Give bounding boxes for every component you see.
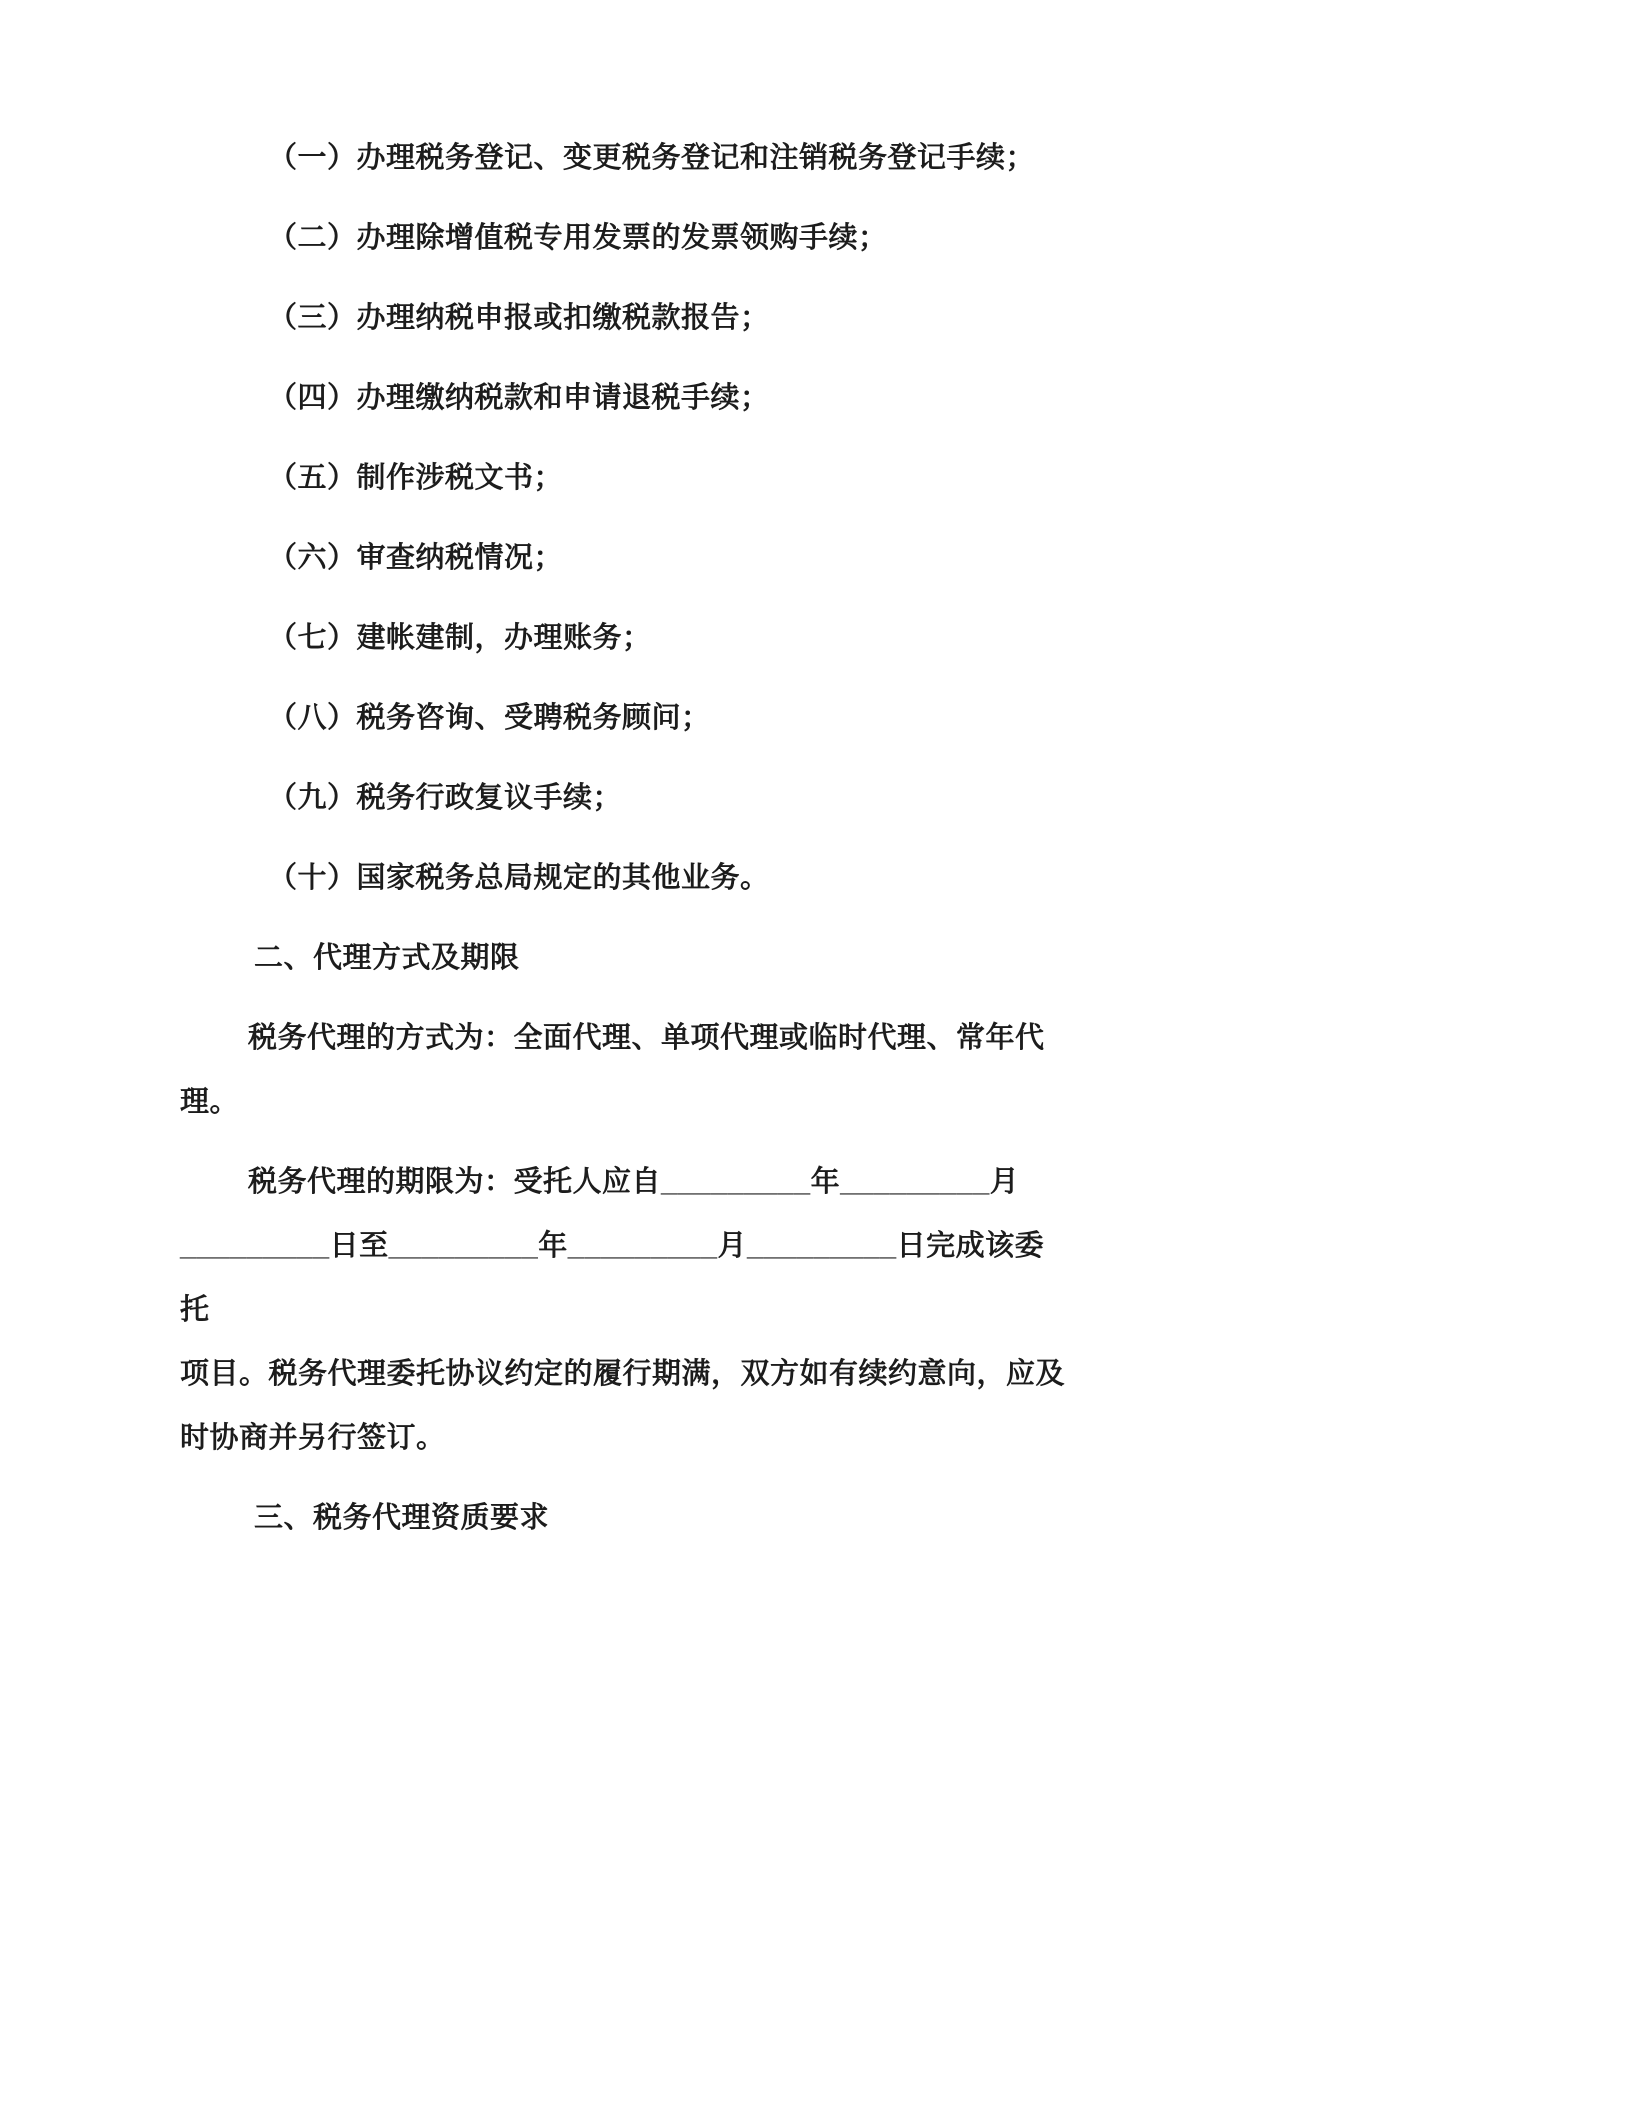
section-heading-agency-method-term: 二、代理方式及期限 [254, 942, 520, 974]
list-item-6: （六）审查纳税情况； [268, 542, 564, 574]
list-item-3: （三）办理纳税申报或扣缴税款报告； [268, 302, 770, 334]
list-item-8: （八）税务咨询、受聘税务顾问； [268, 702, 711, 734]
section-heading-agency-qualification: 三、税务代理资质要求 [254, 1502, 550, 1534]
list-item-7: （七）建帐建制，办理账务； [268, 622, 652, 654]
list-item-10: （十）国家税务总局规定的其他业务。 [268, 862, 770, 894]
paragraph-agency-term [180, 1150, 1066, 1470]
list-item-4: （四）办理缴纳税款和申请退税手续； [268, 382, 770, 414]
paragraph-agency-term-line-3: 项目。税务代理委托协议约定的履行期满，双方如有续约意向，应及 [180, 1358, 1066, 1390]
list-item-9: （九）税务行政复议手续； [268, 782, 623, 814]
paragraph-agency-method: 税务代理的方式为：全面代理、单项代理或临时代理、常年代理。 [180, 1022, 1045, 1118]
list-item-2: （二）办理除增值税专用发票的发票领购手续； [268, 222, 888, 254]
paragraph-agency-term-line-2: _________日至_________年_________月_________日完成该委托 [180, 1230, 1045, 1326]
document-content [180, 126, 1066, 1566]
list-item-5: （五）制作涉税文书； [268, 462, 564, 494]
paragraph-agency-term-line-4: 时协商并另行签订。 [180, 1422, 446, 1454]
list-item-1: （一）办理税务登记、变更税务登记和注销税务登记手续； [268, 142, 1036, 174]
paragraph-agency-term-line-1: 税务代理的期限为：受托人应自_________年_________月 [248, 1166, 1020, 1198]
